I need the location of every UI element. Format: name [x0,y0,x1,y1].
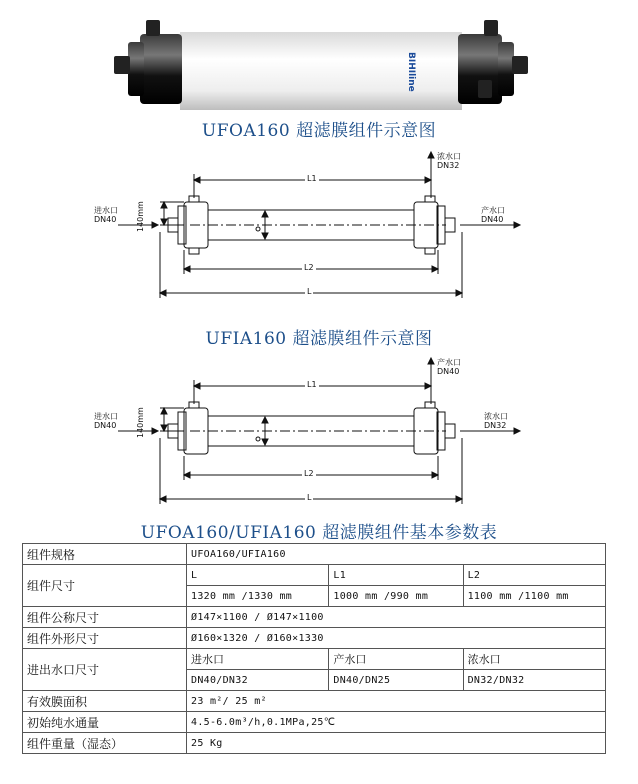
dim-140mm: 140mm [136,201,145,232]
port-value-concentrate: DN32/DN32 [463,670,605,691]
row-value: UFOA160/UFIA160 [187,544,606,565]
table-row [23,544,606,565]
row-label: 有效膜面积 [23,691,187,712]
table-row [23,649,606,670]
top-port-label: 产水口 DN40 [437,358,461,376]
port-value-product: DN40/DN25 [329,670,463,691]
port-header-inlet: 进水口 [187,649,329,670]
dim-l1: L1 [307,174,317,183]
side-outlet-label: 产水口 DN40 [481,206,505,224]
inlet-label: 进水口 DN40 [94,412,118,430]
table-row [23,733,606,754]
size-value-l: 1320 mm /1330 mm [187,586,329,607]
dim-l: L [307,287,312,296]
dim-l2: L2 [304,469,314,478]
port-header-product: 产水口 [329,649,463,670]
dim-l2: L2 [304,263,314,272]
row-label: 进出水口尺寸 [23,649,187,691]
size-value-l2: 1100 mm /1100 mm [463,586,605,607]
caption-ufoa: UFOA160 超滤膜组件示意图 [201,121,437,141]
table-row [23,712,606,733]
row-value: Ø147×1100 / Ø147×1100 [187,607,606,628]
side-outlet-label: 浓水口 DN32 [484,412,508,430]
spec-table [22,543,606,754]
table-row [23,565,606,586]
caption-ufia: UFIA160 超滤膜组件示意图 [205,329,433,349]
inlet-label: 进水口 DN40 [94,206,118,224]
caption-table: UFOA160/UFIA160 超滤膜组件基本参数表 [140,523,498,543]
table-row [23,607,606,628]
size-value-l1: 1000 mm /990 mm [329,586,463,607]
row-label: 组件外形尺寸 [23,628,187,649]
dim-l: L [307,493,312,502]
dim-l1: L1 [307,380,317,389]
row-value: 25 Kg [187,733,606,754]
size-header-l2: L2 [463,565,605,586]
diagram-ufoa [0,148,638,308]
top-port-label: 浓水口 DN32 [437,152,461,170]
diagram-ufia [0,354,638,514]
size-header-l1: L1 [329,565,463,586]
row-value: Ø160×1320 / Ø160×1330 [187,628,606,649]
logo: BIHIline [406,52,416,92]
port-header-concentrate: 浓水口 [463,649,605,670]
row-label: 组件规格 [23,544,187,565]
row-label: 组件公称尺寸 [23,607,187,628]
row-value: 23 m²/ 25 m² [187,691,606,712]
row-label: 初始纯水通量 [23,712,187,733]
row-value: 4.5-6.0m³/h,0.1MPa,25℃ [187,712,606,733]
size-header-l: L [187,565,329,586]
dim-140mm: 140mm [136,407,145,438]
product-photo [0,0,638,112]
table-row [23,628,606,649]
row-label: 组件尺寸 [23,565,187,607]
port-value-inlet: DN40/DN32 [187,670,329,691]
table-row [23,691,606,712]
row-label: 组件重量（湿态） [23,733,187,754]
